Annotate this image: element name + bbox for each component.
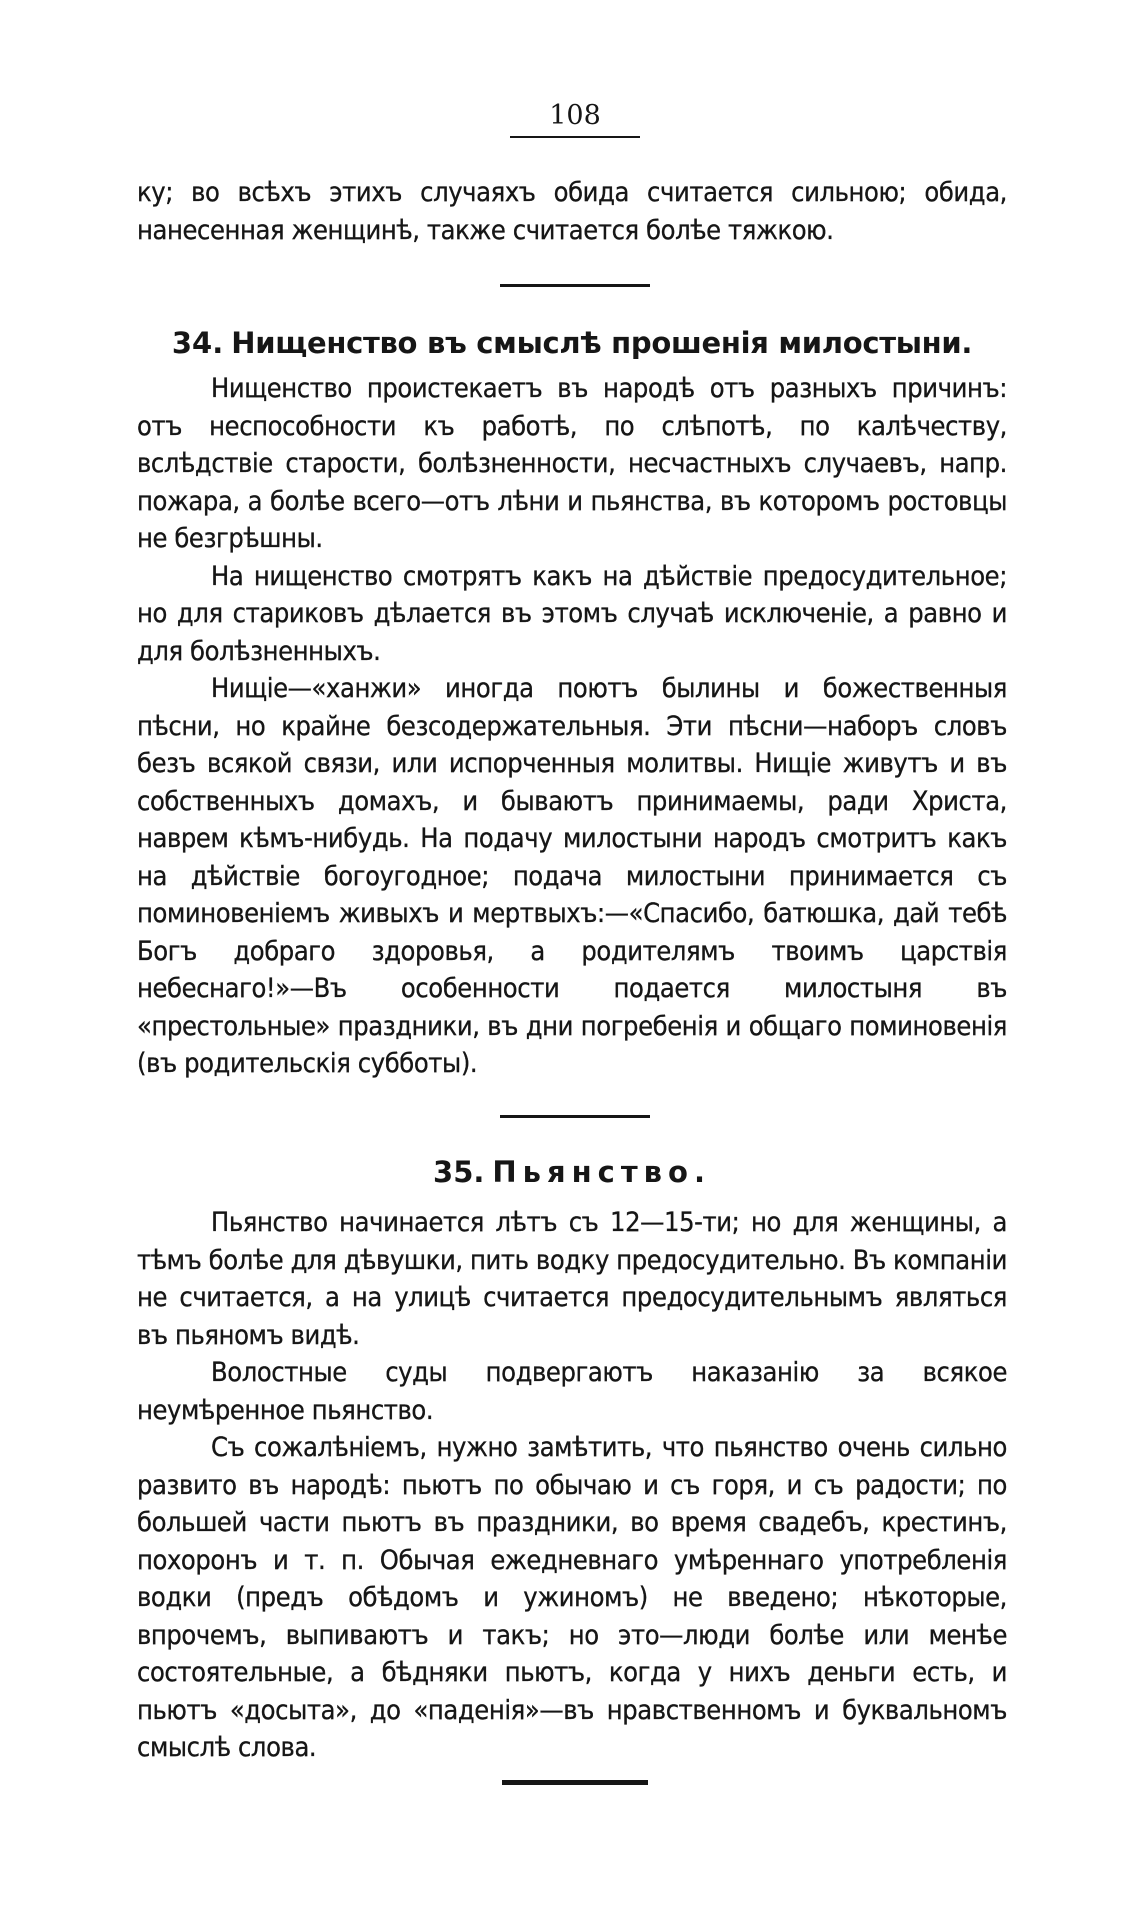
section-divider-2 [500, 1115, 650, 1118]
section-35-paragraph-2: Волостные суды подвергаютъ наказанію за всякое неумѣренное пьянство. [137, 1357, 1007, 1426]
section-35-body [137, 1204, 1007, 1767]
section-34-number: 34. [171, 326, 224, 360]
section-34-paragraph-3: Нищіе—«ханжи» иногда поютъ былины и божественныя пѣсни, но крайне безсодержательныя. Эти пѣсни—наборъ словъ безъ всякой связи, или испорченныя молитвы. Нищіе живутъ и въ собственныхъ домахъ, и бываютъ принимаемы, ради Христа, наврем кѣмъ-нибудь. На подачу милостыни народъ смотритъ какъ на дѣйствіе богоугодное; подача милостыни принимается съ поминовеніемъ живыхъ и мертвыхъ:—«Спасибо, батюшка, дай тебѣ Богъ добраго здоровья, а родителямъ твоимъ царствія небеснаго!»—Въ особенности подается милостыня въ «престольные» праздники, въ дни погребенія и общаго поминовенія (въ родительскія субботы). [137, 673, 1007, 1079]
section-34-paragraph-1: Нищенство проистекаетъ въ народѣ отъ разныхъ причинъ: отъ неспособности къ работѣ, по слѣпотѣ, по калѣчеству, вслѣдствіе старости, болѣзненности, несчастныхъ случаевъ, напр. пожара, а болѣе всего—отъ лѣни и пьянства, въ которомъ ростовцы не безгрѣшны. [137, 373, 1007, 554]
section-35-title: Пьянство. [492, 1155, 711, 1189]
continuation-paragraph: ку; во всѣхъ этихъ случаяхъ обида считается сильною; обида, нанесенная женщинѣ, также считается болѣе тяжкою. [137, 177, 1007, 246]
section-34-title: Нищенство въ смыслѣ прошенія милостыни. [231, 326, 973, 360]
end-divider [502, 1780, 648, 1785]
section-35-paragraph-3: Съ сожалѣніемъ, нужно замѣтить, что пьянство очень сильно развито въ народѣ: пьютъ по обычаю и съ горя, и съ радости; по большей части пьютъ въ праздники, во время свадебъ, крестинъ, похоронъ и т. п. Обычая ежедневнаго умѣреннаго употребленія водки (предъ обѣдомъ и ужиномъ) не введено; нѣкоторые, впрочемъ, выпиваютъ и такъ; но это—люди болѣе или менѣе состоятельные, а бѣдняки пьютъ, когда у нихъ деньги есть, и пьютъ «досыта», до «паденія»—въ нравственномъ и буквальномъ смыслѣ слова. [137, 1432, 1007, 1763]
continuation-block [137, 174, 1007, 249]
section-divider-1 [500, 284, 650, 287]
section-35-number: 35. [433, 1155, 485, 1189]
section-35-heading [137, 1152, 1007, 1192]
page-number-rule [510, 136, 640, 138]
section-34-paragraph-2: На нищенство смотрятъ какъ на дѣйствіе предосудительное; но для стариковъ дѣлается въ этомъ случаѣ исключеніе, а равно и для болѣзненныхъ. [137, 560, 1007, 667]
section-34-heading [137, 323, 1007, 363]
section-35-paragraph-1: Пьянство начинается лѣтъ съ 12—15-ти; но для женщины, а тѣмъ болѣе для дѣвушки, пить водку предосудительно. Въ компаніи не считается, а на улицѣ считается предосудительнымъ являться въ пьяномъ видѣ. [137, 1207, 1007, 1351]
section-34-body [137, 370, 1007, 1083]
page-number: 108 [549, 100, 601, 131]
